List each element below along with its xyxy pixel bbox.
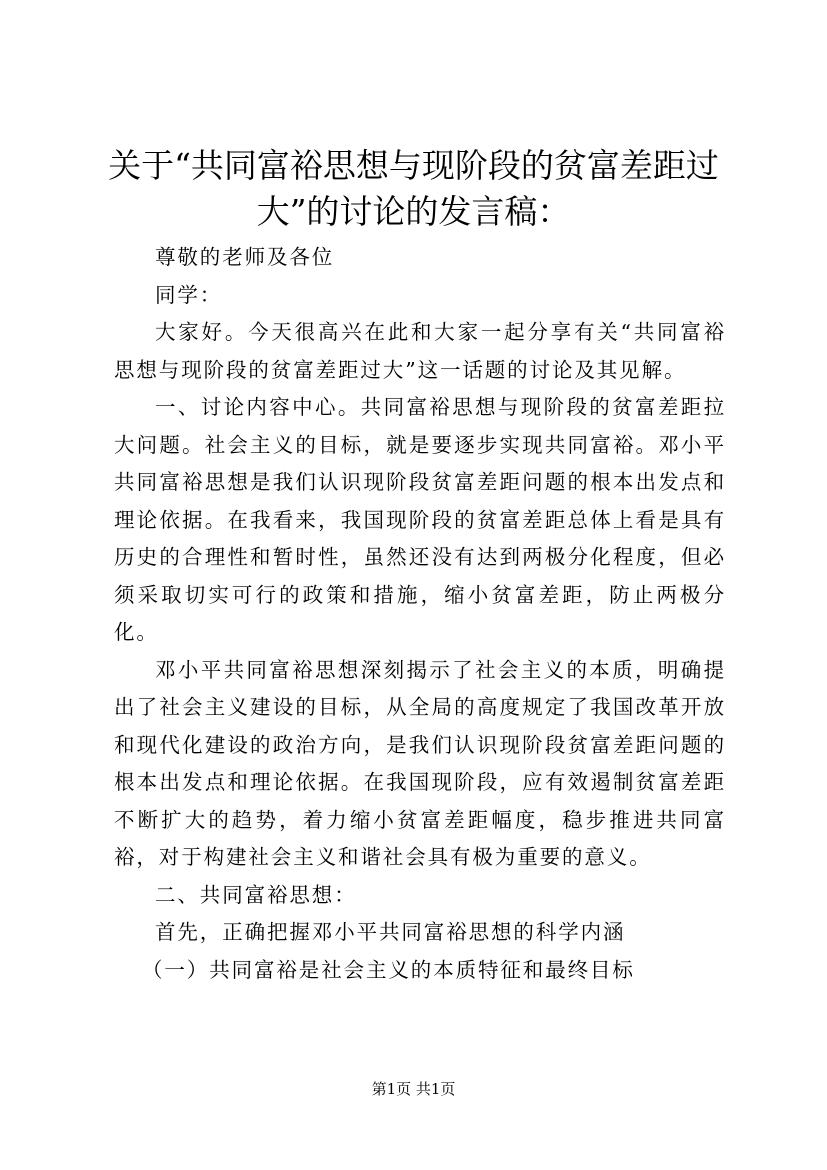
paragraph-subsection-one: （一）共同富裕是社会主义的本质特征和最终目标 bbox=[142, 957, 635, 982]
paragraph-greeting: 大家好。今天很高兴在此和大家一起分享有关“共同富裕思想与现阶段的贫富差距过大”这一话题的讨论及其见解。 bbox=[114, 320, 726, 382]
paragraph-salutation-cont: 同学： bbox=[155, 282, 223, 307]
paragraph-section-one: 一、讨论内容中心。共同富裕思想与现阶段的贫富差距拉大问题。社会主义的目标，就是要逐步实现共同富裕。邓小平共同富裕思想是我们认识现阶段贫富差距问题的根本出发点和理论依据。在我看来，我国现阶段的贫富差距总体上看是具有历史的合理性和暂时性，虽然还没有达到两极分化程度，但必须采取切实可行的政策和措施，缩小贫富差距，防止两极分化。 bbox=[114, 395, 726, 644]
paragraph-first-point: 首先，正确把握邓小平共同富裕思想的科学内涵 bbox=[155, 920, 626, 944]
document-body bbox=[114, 239, 726, 989]
document-title: 关于“共同富裕思想与现阶段的贫富差距过大”的讨论的发言稿： bbox=[108, 146, 719, 231]
paragraph-deng-thought: 邓小平共同富裕思想深刻揭示了社会主义的本质，明确提出了社会主义建设的目标，从全局的高度规定了我国改革开放和现代化建设的政治方向，是我们认识现阶段贫富差距问题的根本出发点和理论依据。在我国现阶段，应有效遏制贫富差距不断扩大的趋势，着力缩小贫富差距幅度，稳步推进共同富裕，对于构建社会主义和谐社会具有极为重要的意义。 bbox=[114, 657, 726, 869]
paragraph-section-two-heading: 二、共同富裕思想： bbox=[155, 882, 357, 907]
paragraph-salutation: 尊敬的老师及各位 bbox=[155, 245, 335, 269]
page-number-footer: 第1页 共1页 bbox=[371, 1080, 456, 1098]
